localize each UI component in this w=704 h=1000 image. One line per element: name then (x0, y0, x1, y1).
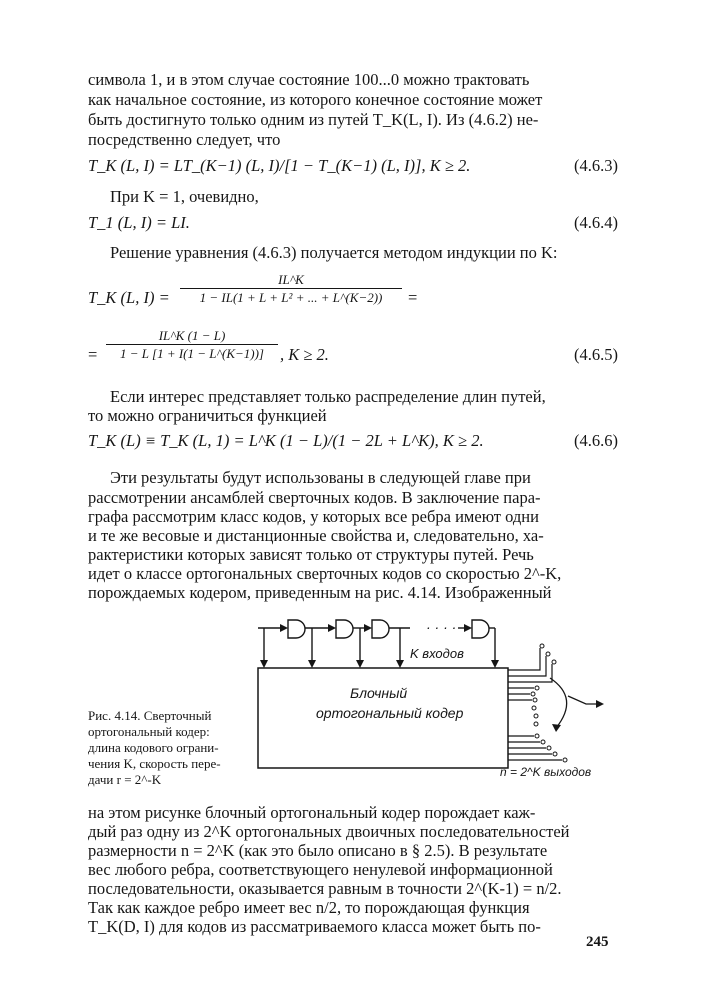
text-line: графа рассмотрим класс кодов, у которых все ребра имеют одни (88, 507, 539, 526)
text-line: Если интерес представляет только распределение длин путей, (110, 387, 546, 406)
delay-cell (472, 620, 489, 638)
text-line: вес любого ребра, соответствующего ненулевой информационной (88, 860, 553, 879)
tap-arrows (260, 660, 499, 668)
equation-lhs: = (88, 345, 98, 364)
fraction (106, 328, 278, 362)
ellipsis: · · · · (426, 619, 457, 635)
fraction-denominator: 1 − IL(1 + L + L² + ... + L^(K−2)) (199, 290, 383, 305)
equation-number: (4.6.5) (574, 345, 618, 364)
equation-4-6-3 (88, 155, 618, 177)
delay-cell (288, 620, 305, 638)
text-line: Решение уравнения (4.6.3) получается методом индукции по K: (110, 243, 558, 262)
equation-tail: = (408, 288, 418, 307)
text-line: последовательности, оказывается равным в точности 2^(K-1) = n/2. (88, 879, 562, 898)
output-contacts (531, 644, 567, 762)
text-line: идет о классе ортогональных сверточных кодов со скоростью 2^-K, (88, 564, 562, 583)
fraction (180, 272, 402, 306)
figure-4-14-diagram (250, 608, 620, 788)
equation-body: T_1 (L, I) = LI. (88, 213, 190, 232)
text-line: Так как каждое ребро имеет вес n/2, то порождающая функция (88, 898, 530, 917)
figure-caption-line: чения K, скорость пере- (88, 756, 221, 771)
equation-body: T_K (L) ≡ T_K (L, 1) = L^K (1 − L)/(1 − 2L + L^K), K ≥ 2. (88, 431, 484, 450)
text-line: рассмотрении ансамблей сверточных кодов. В заключение пара- (88, 488, 541, 507)
fraction-numerator: IL^K (1 − L) (158, 328, 226, 343)
equation-lhs: T_K (L, I) = (88, 288, 170, 307)
outputs-label: n = 2^K выходов (500, 765, 592, 779)
arrow-icon (364, 624, 372, 632)
text-line: T_K(D, I) для кодов из рассматриваемого класса может быть по- (88, 917, 541, 936)
arrow-icon (328, 624, 336, 632)
text-line: символа 1, и в этом случае состояние 100...0 можно трактовать (88, 70, 530, 89)
figure-caption-line: ортогональный кодер: (88, 724, 210, 739)
text-line: быть достигнуто только одним из путей T_K(L, I). Из (4.6.2) не- (88, 110, 539, 129)
text-line: размерности n = 2^K (как это было описано в § 2.5). В результате (88, 841, 548, 860)
text-line: дый раз одну из 2^K ортогональных двоичных последовательностей (88, 822, 570, 841)
fraction-denominator: 1 − L [1 + I(1 − L^(K−1))] (120, 346, 264, 361)
switch-arc (550, 678, 567, 728)
block-label: ортогональный кодер (316, 705, 464, 721)
output-lines (508, 648, 562, 760)
text-line: При K = 1, очевидно, (110, 187, 259, 206)
inputs-label: K входов (410, 646, 464, 661)
text-line: посредственно следует, что (88, 130, 281, 149)
figure-caption-line: длина кодового ограни- (88, 740, 219, 755)
figure-caption-line: Рис. 4.14. Сверточный (88, 708, 212, 723)
equation-number: (4.6.4) (574, 213, 618, 232)
delay-cell (372, 620, 389, 638)
text-line: как начальное состояние, из которого конечное состояние может (88, 90, 543, 109)
text-line: рактеристики которых зависят только от структуры путей. Речь (88, 545, 534, 564)
equation-4-6-6 (88, 430, 618, 452)
text-line: то можно ограничиться функцией (88, 406, 327, 425)
equation-number: (4.6.3) (574, 156, 618, 175)
arrow-icon (280, 624, 288, 632)
fraction-numerator: IL^K (278, 272, 304, 287)
arrow-icon (464, 624, 472, 632)
text-line: Эти результаты будут использованы в следующей главе при (110, 468, 531, 487)
text-line: порождаемых кодером, приведенным на рис. 4.14. Изображенный (88, 583, 552, 602)
page-number: 245 (586, 934, 609, 950)
text-line: на этом рисунке блочный ортогональный кодер порождает каж- (88, 803, 536, 822)
equation-number: (4.6.6) (574, 431, 618, 450)
delay-cell (336, 620, 353, 638)
arrow-icon (596, 700, 604, 708)
arrow-icon (552, 724, 561, 732)
figure-caption-line: дачи r = 2^-K (88, 772, 162, 787)
equation-body: T_K (L, I) = LT_(K−1) (L, I)/[1 − T_(K−1) (L, I)], K ≥ 2. (88, 156, 471, 175)
equation-tail: , K ≥ 2. (280, 345, 329, 364)
block-label: Блочный (350, 685, 408, 701)
switch-output (568, 696, 600, 704)
equation-4-6-4 (88, 212, 618, 234)
text-line: и те же весовые и дистанционные свойства и, следовательно, ха- (88, 526, 544, 545)
